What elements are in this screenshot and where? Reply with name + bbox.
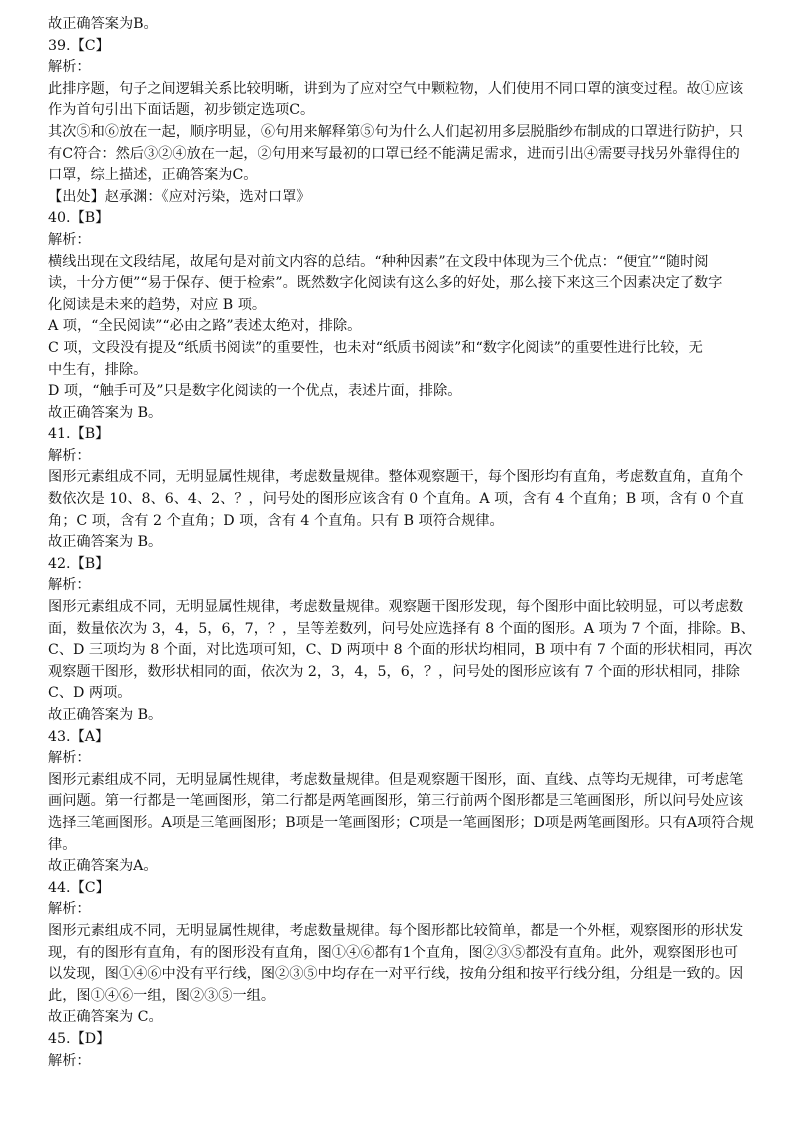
text-line: 图形元素组成不同，无明显属性规律，考虑数量规律。每个图形都比较简单，都是一个外框，观察图形的形状发 (48, 922, 744, 939)
text-line: 图形元素组成不同，无明显属性规律，考虑数量规律。整体观察题干，每个图形均有直角，考虑数直角，直角个 (48, 469, 744, 486)
text-line: C 项，文段没有提及“纸质书阅读”的重要性，也未对“纸质书阅读”和“数字化阅读”的重要性进行比较，无 (48, 339, 703, 356)
text-line: 解析： (48, 577, 91, 594)
text-line: 有C符合：然后③②④放在一起，②句用来写最初的口罩已经不能满足需求，进而引出④需要寻找另外靠得住的 (48, 145, 740, 162)
text-line: 角；C 项，含有 2 个直角；D 项，含有 4 个直角。只有 B 项符合规律。 (48, 512, 504, 529)
text-line: 口罩，综上描述，正确答案为C。 (48, 167, 258, 184)
text-line: 图形元素组成不同，无明显属性规律，考虑数量规律。观察题干图形发现，每个图形中面比较明显，可以考虑数 (48, 599, 744, 616)
text-line: 44.【C】 (48, 879, 110, 896)
text-line: 故正确答案为 B。 (48, 534, 163, 551)
text-line: 故正确答案为 C。 (48, 1009, 163, 1026)
text-line: 故正确答案为B。 (48, 16, 158, 32)
text-line: 解析： (48, 447, 91, 464)
text-line: 故正确答案为 B。 (48, 707, 163, 723)
text-line: A 项，“全民阅读”“必由之路”表述太绝对，排除。 (48, 318, 362, 335)
text-line: 解析： (48, 59, 91, 76)
text-line: 中生有，排除。 (48, 361, 148, 378)
text-line: 解析： (48, 231, 91, 248)
text-line: 化阅读是未来的趋势，对应 B 项。 (48, 296, 267, 313)
text-line: 41.【B】 (48, 426, 110, 443)
text-line: 【出处】赵承渊：《应对污染，选对口罩》 (48, 188, 311, 205)
text-line: 此，图①④⑥一组，图②③⑤一组。 (48, 987, 276, 1004)
text-line: 此排序题，句子之间逻辑关系比较明晰，讲到为了应对空气中颗粒物，人们使用不同口罩的演变过程。故①应该 (48, 80, 744, 97)
text-line: 故正确答案为A。 (48, 858, 158, 875)
text-line: C、D 两项。 (48, 685, 132, 702)
text-line: 现，有的图形有直角，有的图形没有直角，图①④⑥都有1个直角，图②③⑤都没有直角。此外，观察图形也可 (48, 944, 739, 961)
text-line: 45.【D】 (48, 1030, 111, 1047)
text-line: 选择三笔画图形。A项是三笔画图形；B项是一笔画图形；C项是一笔画图形；D项是两笔画图形。只有A项符合规 (48, 814, 754, 831)
text-line: 故正确答案为 B。 (48, 404, 163, 421)
text-line: 画问题。第一行都是一笔画图形，第二行都是两笔画图形，第三行前两个图形都是三笔画图形，所以问号处应该 (48, 793, 744, 810)
text-line: 42.【B】 (48, 555, 110, 572)
text-line: 作为首句引出下面话题，初步锁定选项C。 (48, 102, 315, 119)
text-line: 其次⑤和⑥放在一起，顺序明显，⑥句用来解释第⑤句为什么人们起初用多层脱脂纱布制成的口罩进行防护，只 (48, 123, 744, 140)
text-line: 律。 (48, 836, 77, 853)
text-line: C、D 三项均为 8 个面，对比选项可知，C、D 两项中 8 个面的形状均相同，B 项中有 7 个面的形状相同，再次 (48, 642, 753, 659)
text-line: 解析： (48, 901, 91, 918)
text-line: 图形元素组成不同，无明显属性规律，考虑数量规律。但是观察题干图形，面、直线、点等均无规律，可考虑笔 (48, 771, 744, 788)
answer-explanation-page (48, 14, 756, 1072)
text-line: 数依次是 10、8、6、4、2、？，问号处的图形应该含有 0 个直角。A 项，含有 4 个直角；B 项，含有 0 个直 (48, 491, 744, 508)
text-line: 解析： (48, 1052, 91, 1069)
text-line: 面，数量依次为 3，4，5，6，7，？，呈等差数列，问号处应选择有 8 个面的图形。A 项为 7 个面，排除。B、 (48, 620, 755, 637)
text-line: 以发现，图①④⑥中没有平行线，图②③⑤中均存在一对平行线，按角分组和按平行线分组，分组是一致的。因 (48, 966, 744, 983)
text-line: 39.【C】 (48, 37, 110, 54)
text-line: 解析： (48, 750, 91, 767)
text-line: 读，十分方便”“易于保存、便于检索”。既然数字化阅读有这么多的好处，那么接下来这三个因素决定了数字 (48, 275, 723, 292)
text-line: 40.【B】 (48, 210, 110, 227)
text-line: 观察题干图形，数形状相同的面，依次为 2，3，4，5，6，？，问号处的图形应该有 7 个面的形状相同，排除 (48, 663, 740, 680)
text-line: 43.【A】 (48, 728, 110, 745)
text-line: D 项，“触手可及”只是数字化阅读的一个优点，表述片面，排除。 (48, 383, 462, 400)
text-line: 横线出现在文段结尾，故尾句是对前文内容的总结。“种种因素”在文段中体现为三个优点：“便宜”“随时阅 (48, 253, 709, 270)
